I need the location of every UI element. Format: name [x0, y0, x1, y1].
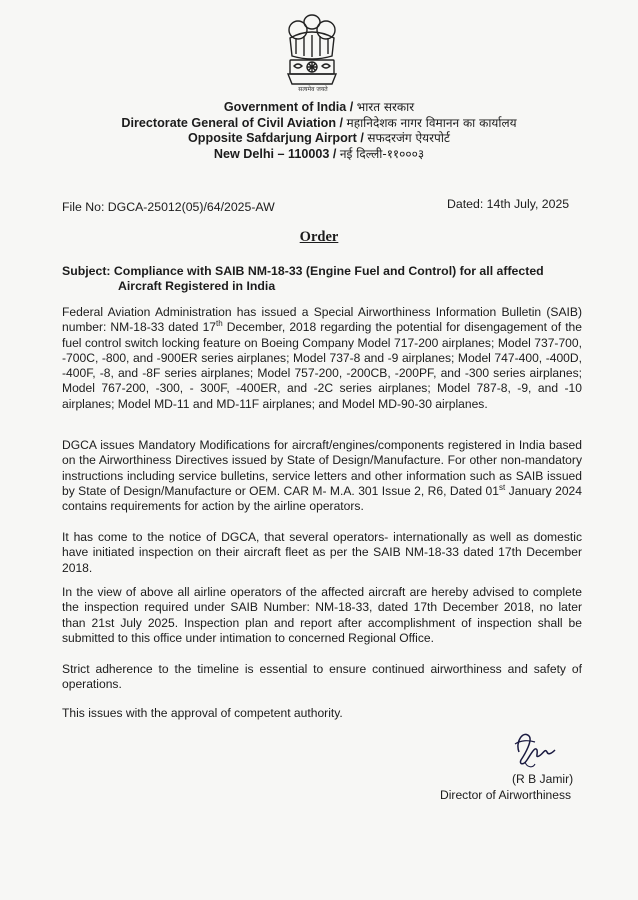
signatory-name: (R B Jamir) [512, 772, 574, 786]
paragraph-2-superscript: st [499, 482, 506, 492]
letterhead-city-hi: नई दिल्ली-११०००३ [339, 146, 425, 161]
letterhead-directorate-hi: महानिदेशक नागर विमानन का कार्यालय [346, 115, 517, 130]
letterhead [0, 100, 638, 162]
paragraph-advisory: In the view of above all airline operators of the affected aircraft are hereby advised to complete the inspection required under SAIB Number: NM-18-33, dated 17th December 2018, no later than 21st July 2025. Inspection plan and report after accomplishment of inspection shall be submitted to this office under intimation to concerned Regional Office. [62, 585, 582, 645]
letterhead-address-hi: सफदरजंग ऐयरपोर्ट [367, 131, 450, 145]
emblem-motto: सत्यमेव जयते [298, 86, 328, 93]
date-line: Dated: 14th July, 2025 [447, 197, 570, 211]
letterhead-directorate-en: Directorate General of Civil Aviation / [121, 115, 344, 130]
letterhead-line-directorate [0, 116, 638, 132]
paragraph-adherence: Strict adherence to the timeline is essential to ensure continued airworthiness and safety of operations. [62, 662, 582, 692]
paragraph-2-part-a: DGCA issues Mandatory Modifications for aircraft/engines/components registered in India based on the Airworthiness Directives issued by State of Design/Manufacture. For other non-mandatory instructions including service bulletins, service letters and other information such as SAIB issued by State of Design/Manufacture or OEM. CAR M- M.A. 301 Issue 2, R6, Dated 01 [62, 438, 582, 498]
paragraph-saib-background [62, 305, 582, 412]
file-number: File No: DGCA-25012(05)/64/2025-AW [62, 200, 275, 214]
letterhead-line-government [0, 100, 638, 116]
letterhead-line-address [0, 131, 638, 147]
signatory-title: Director of Airworthiness [440, 788, 572, 802]
paragraph-1-part-b: December, 2018 regarding the potential for disengagement of the fuel control switch locking feature on Boeing Company Model 717-200 airplanes; Model 737-700, -700C, -800, and -900ER series airplanes; Model 737-8 and -9 airplanes; Model 747-400, -400D, -400F, -8, and -8F series airplanes; Model 757-200, -200CB, -200PF, and -300 series airplanes; Model 767-200, -300, - 300F, -400ER, and -2C series airplanes; Model 787-8, -9, and -10 airplanes; Model MD-11 and MD-11F airplanes; and Model MD-90-30 airplanes. [62, 320, 583, 411]
paragraph-dgca-modifications [62, 438, 582, 514]
paragraph-1-part-a: Federal Aviation Administration has issued a Special Airworthiness Information Bulletin (SAIB) number: NM-18-33 dated 17 [62, 305, 582, 335]
signature-icon [505, 722, 565, 772]
paragraph-approval: This issues with the approval of competent authority. [62, 706, 343, 720]
subject-heading [62, 264, 582, 294]
letterhead-government-en: Government of India / [223, 100, 354, 114]
paragraph-operators-inspection: It has come to the notice of DGCA, that several operators- internationally as well as domestic have initiated inspection on their aircraft fleet as per the SAIB NM-18-33 dated 17th December 2018. [62, 530, 582, 575]
letterhead-city-en: New Delhi – 110003 / [213, 146, 337, 161]
subject-line-2: Aircraft Registered in India [118, 279, 276, 293]
paragraph-2-part-b: January 2024 contains requirements for action by the airline operators. [62, 483, 582, 514]
document-title: Order [299, 229, 339, 245]
subject-line-1: Subject: Compliance with SAIB NM-18-33 (Engine Fuel and Control) for all affected [62, 264, 544, 278]
letterhead-government-hi: भारत सरकार [356, 100, 415, 114]
paragraph-1-superscript: th [216, 319, 223, 329]
letterhead-line-city [0, 147, 638, 163]
letterhead-address-en: Opposite Safdarjung Airport / [188, 131, 364, 145]
